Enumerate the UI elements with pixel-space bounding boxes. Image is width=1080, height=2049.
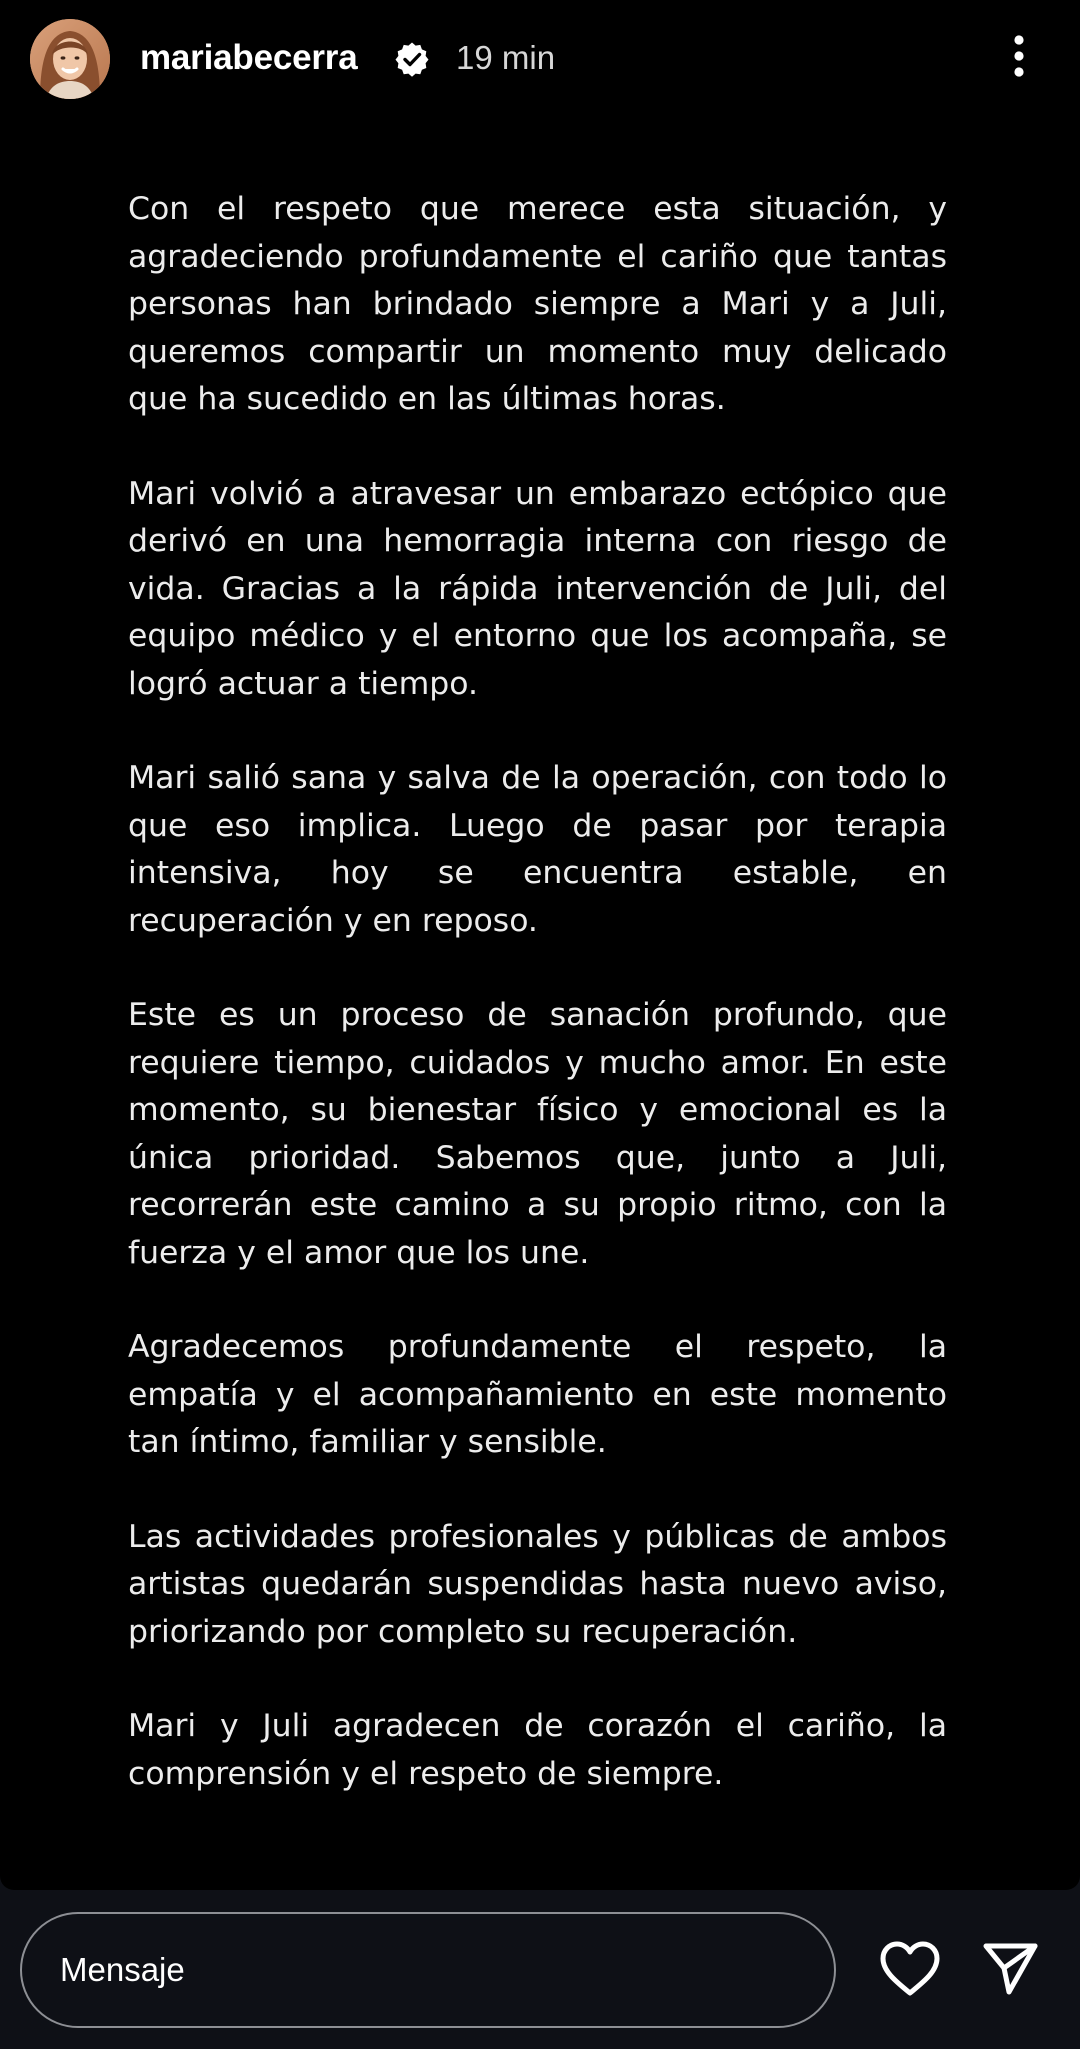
reply-bar xyxy=(0,1890,1080,2049)
message-input[interactable] xyxy=(20,1912,836,2028)
story-paragraph: Agradecemos profundamente el respeto, la empatía y el acompañamiento en este momento tan íntimo, familiar y sensible. xyxy=(128,1329,947,1460)
heart-icon[interactable] xyxy=(878,1940,942,1998)
message-placeholder: Mensaje xyxy=(60,1951,185,1988)
story-paragraph: Este es un proceso de sanación profundo, que requiere tiempo, cuidados y mucho amor. En este momento, su bienestar físico y emocional es la única prioridad. Sabemos que, junto a Juli, recorrerán este camino a su propio ritmo, con la fuerza y el amor que los une. xyxy=(128,997,947,1271)
send-icon[interactable] xyxy=(980,1938,1040,1998)
avatar-image xyxy=(30,19,110,99)
story-text-content xyxy=(128,186,947,1845)
vertical-dots-icon[interactable] xyxy=(999,30,1039,82)
verified-badge-icon xyxy=(394,41,430,77)
story-paragraph: Mari volvió a atravesar un embarazo ectópico que derivó en una hemorragia interna con riesgo de vida. Gracias a la rápida intervención de Juli, del equipo médico y el entorno que los acompaña, se logró actuar a tiempo. xyxy=(128,475,947,702)
story-header xyxy=(0,0,1080,118)
username[interactable]: mariabecerra xyxy=(140,38,358,77)
profile-avatar[interactable] xyxy=(30,19,110,99)
story-paragraph: Mari y Juli agradecen de corazón el cariño, la comprensión y el respeto de siempre. xyxy=(128,1708,947,1792)
story-paragraph: Las actividades profesionales y públicas de ambos artistas quedarán suspendidas hasta nuevo aviso, priorizando por completo su recuperación. xyxy=(128,1518,947,1650)
post-time: 19 min xyxy=(456,39,556,76)
story-paragraph: Con el respeto que merece esta situación, y agradeciendo profundamente el cariño que tantas personas han brindado siempre a Mari y a Juli, queremos compartir un momento muy delicado que ha sucedido en las últimas horas. xyxy=(128,191,947,417)
story-paragraph: Mari salió sana y salva de la operación, con todo lo que eso implica. Luego de pasar por terapia intensiva, hoy se encuentra estable, en recuperación y en reposo. xyxy=(128,760,947,939)
